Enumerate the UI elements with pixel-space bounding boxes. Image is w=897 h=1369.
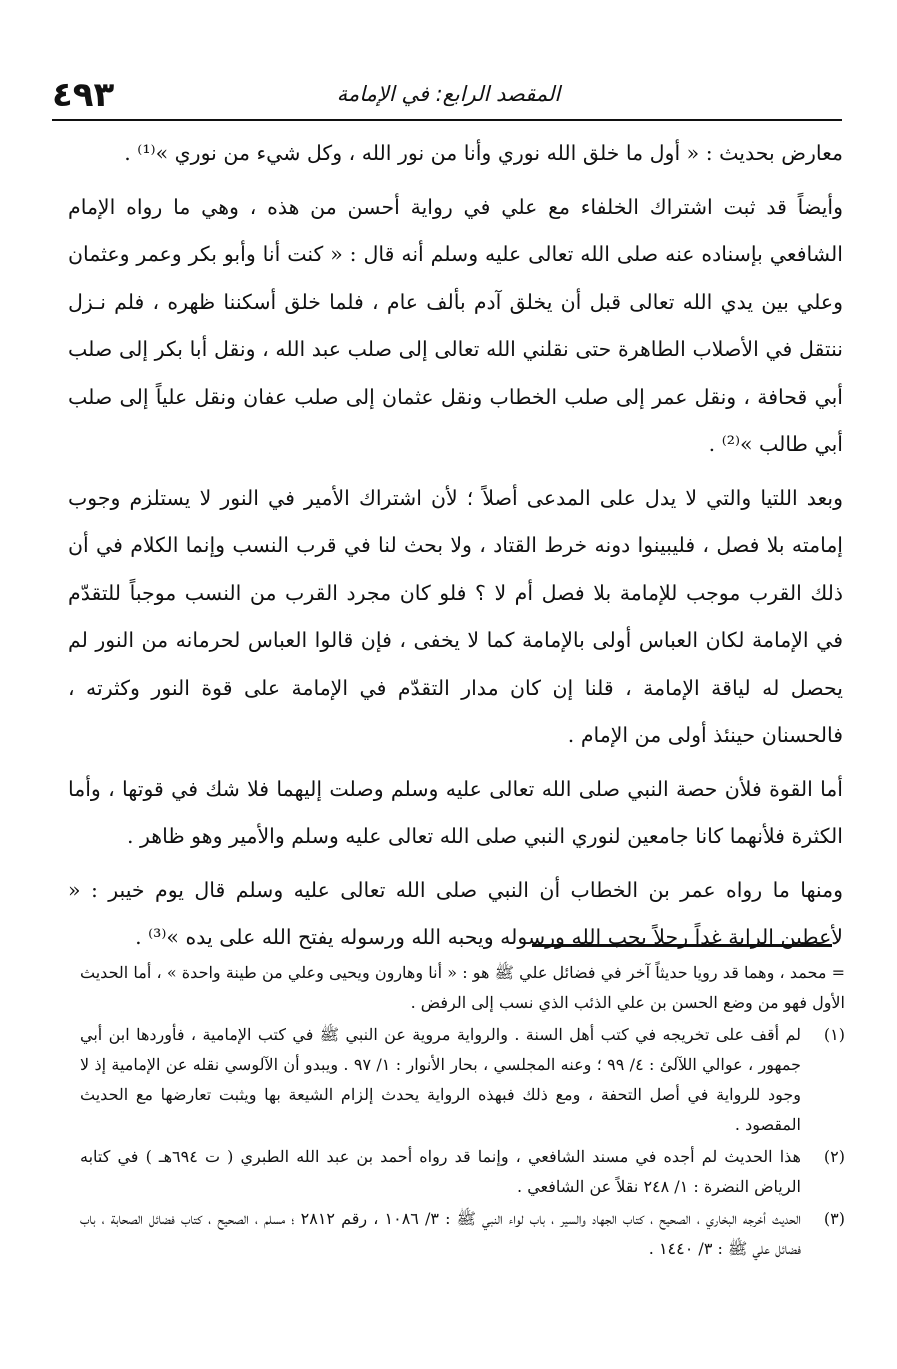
- footnote-continuation: = محمد ، وهما قد رويا حديثاً آخر في فضائل علي ﷺ هو : « أنا وهارون ويحيى وعلي من طينة واحدة » ، أما الحديث الأول فهو من وضع الحسن بن علي الذئب الذي نسب إلى الرفض .: [80, 963, 846, 1012]
- footnote-number: (٣): [823, 1209, 845, 1228]
- footnote: [80, 1142, 845, 1202]
- paragraph: معارض بحديث : « أول ما خلق الله نوري وأنا من نور الله ، وكل شيء من نوري »⁽¹⁾ .: [124, 141, 843, 165]
- page-number: ٤٩٣: [52, 75, 115, 115]
- main-text: [68, 130, 843, 962]
- footnote-text: هذا الحديث لم أجده في مسند الشافعي ، وإنما قد رواه أحمد بن عبد الله الطبري ( ت ٦٩٤هـ ) في كتابه الرياض النضرة : ١/ ٢٤٨ نقلاً عن الشافعي .: [80, 1147, 801, 1196]
- header-rule: [52, 119, 842, 121]
- running-head: المقصد الرابع: في الإمامة: [336, 82, 561, 106]
- paragraph: وبعد اللتيا والتي لا يدل على المدعى أصلاً ؛ لأن اشتراك الأمير في النور لا يستلزم وجوب إمامته بلا فصل ، فليبينوا دونه خرط القتاد ، ولا بحث لنا في قرب النسب وإنما الكلام في أن ذلك القرب موجب للإمامة بلا فصل أم لا ؟ فلو كان مجرد القرب من النسب موجباً للتقدّم في الإمامة لكان العباس أولى بالإمامة كما لا يخفى ، فإن قالوا العباس لحرمانه من النور لم يحصل له لياقة الإمامة ، قلنا إن كان مدار التقدّم في الإمامة على قوة النور وكثرته ، فالحسنان حينئذ أولى من الإمام .: [68, 485, 843, 747]
- paragraph: أما القوة فلأن حصة النبي صلى الله تعالى عليه وسلم وصلت إليهما فلا شك في قوتها ، وأما الكثرة فلأنهما كانا جامعين لنوري النبي صلى الله تعالى عليه وسلم والأمير وهو ظاهر .: [68, 776, 843, 848]
- paragraph: وأيضاً قد ثبت اشتراك الخلفاء مع علي في رواية أحسن من هذه ، وهي ما رواه الإمام الشافعي بإسناده عنه صلى الله تعالى عليه وسلم أنه قال : « كنت أنا وأبو بكر وعمر وعثمان وعلي بين يدي الله تعالى قبل أن يخلق آدم بألف عام ، فلما خلق أسكننا ظهره ، فلم نـزل ننتقل في الأصلاب الطاهرة حتى نقلني الله تعالى إلى صلب عبد الله ، ونقل أبا بكر إلى صلب أبي قحافة ، ونقل عمر إلى صلب الخطاب ونقل عثمان إلى صلب عفان ونقل علياً إلى صلب أبي طالب »⁽²⁾ .: [68, 194, 843, 456]
- footnote: [80, 1204, 845, 1264]
- footnote: [80, 1020, 845, 1140]
- footnotes: [80, 958, 845, 1266]
- footnote-number: (١): [823, 1025, 845, 1044]
- paragraph: ومنها ما رواه عمر بن الخطاب أن النبي صلى الله تعالى عليه وسلم قال يوم خيبر : « لأعطين الراية غداً رجلاً يحب الله ورسوله ويحبه الله ورسوله يفتح الله على يده »⁽³⁾ .: [68, 877, 843, 949]
- footnote-text: الحديث أخرجه البخاري ، الصحيح ، كتاب الجهاد والسير ، باب لواء النبي ﷺ : ٣/ ١٠٨٦ ، رقم ٢٨١٢ ؛ مسلم ، الصحيح ، كتاب فضائل الصحابة ، باب فضائل علي ﷺ : ٣/ ١٤٤٠ .: [80, 1209, 802, 1258]
- footnote-text: لم أقف على تخريجه في كتب أهل السنة . والرواية مروية عن النبي ﷺ في كتب الإمامية ، فأوردها ابن أبي جمهور ، عوالي اللآلئ : ٤/ ٩٩ ؛ وعنه المجلسي ، بحار الأنوار : ١/ ٩٧ . ويبدو أن الآلوسي نقله عن الإمامية إذ لا وجود للرواية في أصل التحفة ، ومع ذلك فبهذه الرواية يحدث إلزام الشيعة بها ويثبت تعارضها مع الحديث المقصود .: [80, 1025, 802, 1134]
- footnote-rule: [532, 944, 832, 947]
- footnote-number: (٢): [823, 1147, 845, 1166]
